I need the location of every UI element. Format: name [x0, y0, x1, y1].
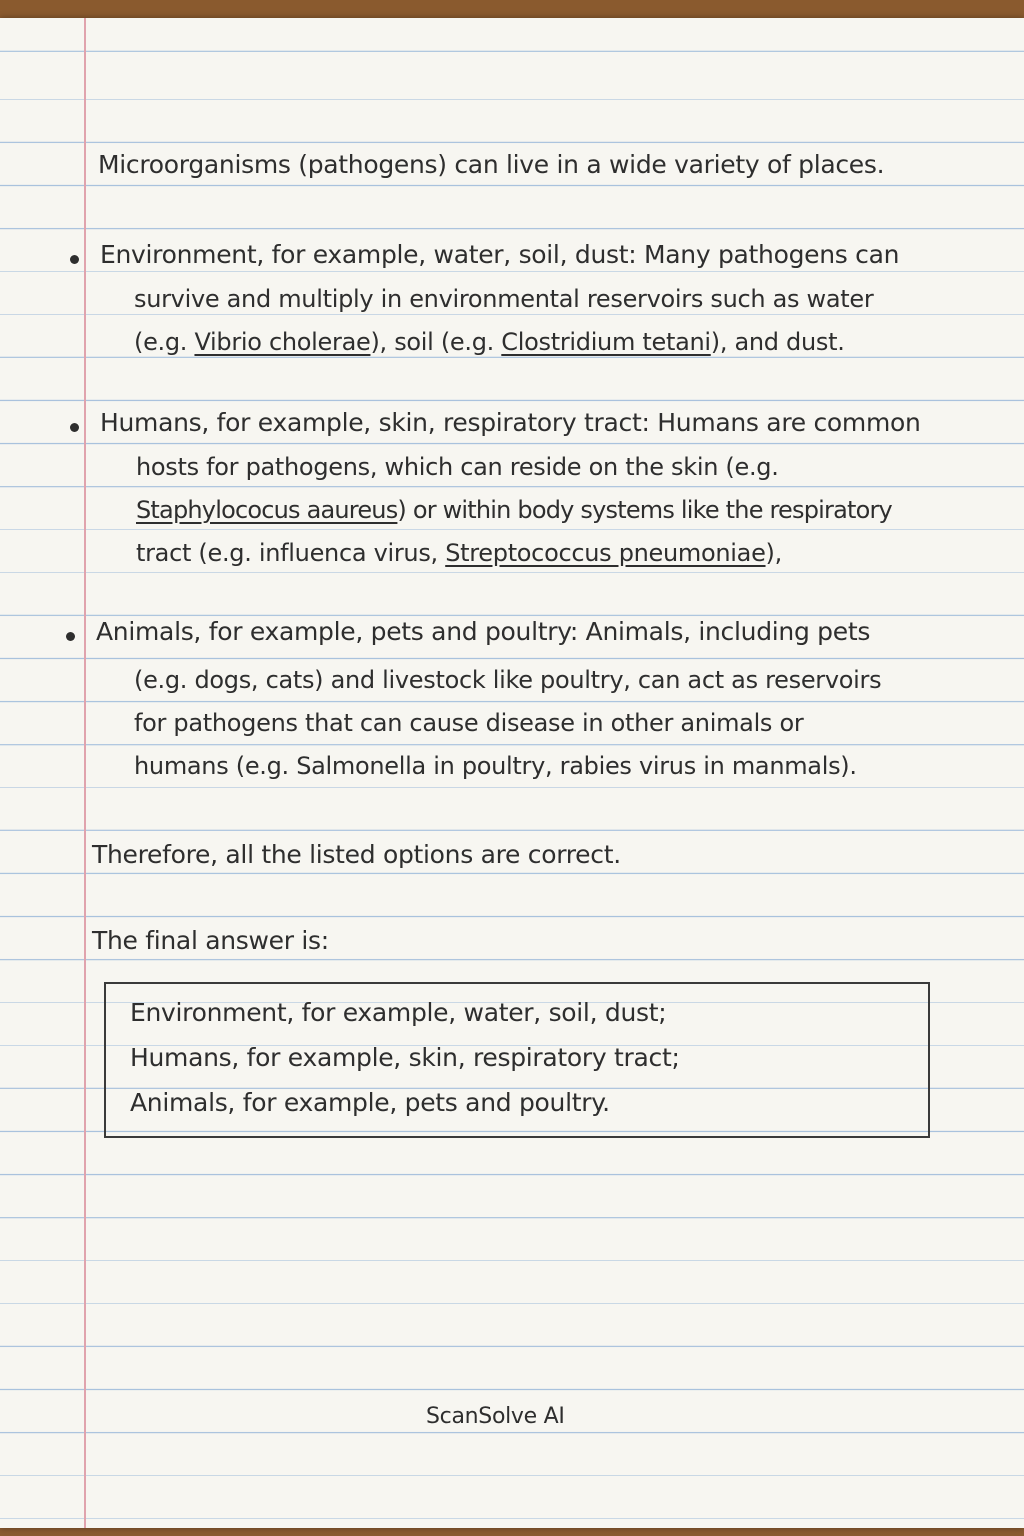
bullet-1-heading: Environment, for example, water, soil, dust: Many pathogens can — [100, 240, 900, 269]
species-name: Staphylococus aaureus — [136, 496, 398, 524]
text-segment: ), and dust. — [710, 328, 845, 356]
bullet-2-line-3 — [136, 539, 782, 567]
intro-text: Microorganisms (pathogens) can live in a wide variety of places. — [98, 150, 885, 179]
answer-line-2: Humans, for example, skin, respiratory tract; — [130, 1043, 680, 1072]
bullet-3-line-2: for pathogens that can cause disease in other animals or — [134, 709, 804, 737]
margin-line — [84, 18, 86, 1528]
species-name: Clostridium tetani — [501, 328, 711, 356]
footer-brand: ScanSolve AI — [426, 1404, 565, 1429]
species-name: Streptococcus pneumoniae — [445, 539, 766, 567]
bullet-3-heading: Animals, for example, pets and poultry: Animals, including pets — [96, 617, 871, 646]
text-segment: (e.g. — [134, 328, 195, 356]
text-segment: ), soil (e.g. — [370, 328, 502, 356]
bullet-dot — [70, 423, 79, 432]
text-segment: tract (e.g. influenca virus, — [136, 539, 446, 567]
text-segment: ) or within body systems like the respiratory — [397, 496, 892, 524]
bullet-2-line-1: hosts for pathogens, which can reside on the skin (e.g. — [136, 453, 779, 481]
bullet-1-line-1: survive and multiply in environmental reservoirs such as water — [134, 285, 874, 313]
bullet-dot — [70, 255, 79, 264]
conclusion-text: Therefore, all the listed options are correct. — [92, 840, 621, 869]
bullet-1-line-2 — [134, 328, 845, 356]
bullet-2-line-2 — [136, 496, 892, 524]
bullet-dot — [66, 632, 75, 641]
answer-line-1: Environment, for example, water, soil, dust; — [130, 998, 667, 1027]
bullet-3-line-1: (e.g. dogs, cats) and livestock like poultry, can act as reservoirs — [134, 666, 882, 694]
text-segment: ), — [765, 539, 782, 567]
answer-line-3: Animals, for example, pets and poultry. — [130, 1088, 610, 1117]
species-name: Vibrio cholerae — [194, 328, 371, 356]
bullet-3-line-3: humans (e.g. Salmonella in poultry, rabies virus in manmals). — [134, 752, 857, 780]
final-answer-label: The final answer is: — [92, 926, 329, 955]
bullet-2-heading: Humans, for example, skin, respiratory tract: Humans are common — [100, 408, 921, 437]
